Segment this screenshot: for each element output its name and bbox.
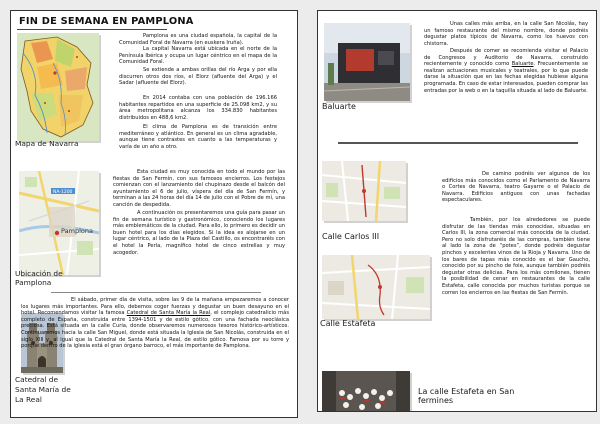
navarra-map-image — [17, 33, 99, 141]
location-map-caption: Ubicación de Pamplona — [15, 269, 63, 287]
calle-carlos-caption: Calle Carlos III — [322, 232, 380, 241]
intro-paragraph-4: En 2014 contaba con una población de 196.166 habitantes repartidos en una superficie de 25.098 km2, y su área metropolitana alcanza los 334.830 habitantes distribuidos en 488,6 km2. — [119, 95, 277, 121]
calle-estafeta-caption: Calle Estafeta — [320, 319, 376, 328]
estafeta-fermines-image — [322, 371, 410, 412]
right-separator — [338, 142, 578, 144]
intro-paragraph-5: El clima de Pamplona es de transición entre mediterráneo y atlántico. En general es un clima agradable, aunque tiene contrastes en cuanto a las temperaturas y varía de un año a otro. — [119, 124, 277, 150]
saturday-paragraph — [21, 297, 289, 350]
baluarte-text-after: . Frecuentemente se realizan actuaciones musicales y teatrales, por lo que puede darse la situación que en las fechas elegidas hubiese alguna programada. En caso de estar interesados, pueden comprar las entradas por la web o en la taquilla situada al lado de Baluarte. — [424, 61, 589, 94]
document-page-left — [10, 10, 298, 418]
pamplona-location-map — [19, 171, 99, 275]
title-underline — [17, 29, 167, 30]
baluarte-paragraph-2 — [424, 48, 588, 94]
estafeta-fermines-caption: La calle Estafeta en San fermines — [418, 387, 515, 405]
baluarte-text-before: Después de comer se recomienda visitar el Palacio de Congresos y Auditorio de Navarra, construido recientemente y conocido como — [424, 48, 588, 68]
baluarte-paragraph-1: Unas calles más arriba, en la calle San Nicolás, hay un famoso restaurante del mismo nombre, donde podréis degustar platos típicos de Navarra, como los huevos con chistorra. — [424, 21, 588, 47]
saturday-text-before: El sábado, primer día de visita, sobre las 9 de la mañana empezaremos a conocer los lugares más importantes. Para ello, debemos coger fuerzas y degustar un buen desayuno en el hotel. Recomendamos visitar la famosa — [21, 297, 289, 317]
intro-paragraph-2: La capital Navarra está ubicada en el norte de la Península Ibérica y ocupa un lugar céntrico en el mapa de la Comunidad Foral. — [119, 46, 277, 66]
section-separator — [51, 292, 261, 293]
navarra-map-caption: Mapa de Navarra — [15, 139, 79, 148]
road-label: NA-1200 — [53, 190, 73, 195]
document-page-right — [317, 10, 597, 412]
intro-paragraph-1: Pamplona es una ciudad española, la capital de la Comunidad Foral de Navarra (en euskera Iruña). — [119, 33, 277, 46]
baluarte-image — [324, 23, 410, 101]
intro-paragraph-3: Se extiende a ambas orillas del río Arga y por ella discurren otros dos ríos, el Elorz (afluente del Arga) y el Sadar (afluente del Elorz). — [119, 67, 277, 87]
calle-carlos-map — [322, 161, 406, 221]
map-city-label: Pamplona — [61, 227, 93, 235]
saturday-text-after: , el complejo catedralicio más completo de España, construida entre 1394-1501 y de estilo gótico, con una fachada neoclásica preciosa. Está situada en la calle Curia, donde observaremos numerosos tesoros histórico-artísticos. Continuaremos hacia la calle San Miguel, donde está situada la Iglesia de San Nicolás, construida en el siglo XIII y, al igual que la Catedral de Santa María la Real, de estilo gótico. Famosa por su torre y porque dentro de la iglesia está el gran órgano barroco, el más importante de Pamplona. — [21, 310, 290, 350]
carlos-paragraph-2: También, por los alrededores se puede disfrutar de las tiendas más conocidas, situadas en Carlos III, la zona comercial más conocida de la ciudad. Pero no solo disfrutaréis de las compras, también tiene al lado la zona de “potes”, donde podréis degustar pinchos y excelentes vinos de la Rioja y Navarra. Uno de los bares de tapas más conocido es el bar Gaucho, conocido por su pincho de foie, aunque también podréis degustar otras delicias. Para los más comilones, tienen la posibilidad de cenar en restaurantes de la calle Estafeta, calle conocida por muchos turistas porque se corren los encierros en las fiestas de San Fermín. — [442, 217, 590, 296]
carlos-paragraph-1: De camino podréis ver algunos de los edificios más conocidos como el Parlamento de Navarra o Cortes de Navarra, teatro Gayarre o el Palacio de Navarra. Edificios antiguos con unas fachadas espectaculares. — [442, 171, 590, 204]
baluarte-caption: Baluarte — [322, 102, 356, 111]
page-title: FIN DE SEMANA EN PAMPLONA — [19, 16, 194, 27]
baluarte-link-text: Baluarte — [511, 61, 534, 68]
fiestas-paragraph-1: Esta ciudad es muy conocida en todo el mundo por las fiestas de San Fermín, con sus famosos encierros. Los festejos comienzan con el lanzamiento del chupinazo desde el balcón del ayuntamiento el 6 de julio, víspera del día de San Fermín, y terminan a las 24 horas del día 14 de julio con el Pobre de mí, una canción de despedida. — [113, 169, 285, 208]
cathedral-link-text: Catedral de Santa María la Real — [126, 310, 211, 317]
cathedral-caption: Catedral de Santa María de La Real — [15, 375, 71, 404]
calle-estafeta-map — [322, 255, 430, 319]
fiestas-paragraph-2: A continuación os presentaremos una guía para pasar un fin de semana turístico y gastronómico, conociendo los lugares más emblemáticos de la ciudad. Para ello, lo primero es decidir un buen hotel para los días elegidos. Si la idea es alojarse en un lugar céntrico, al lado de la Plaza del Castillo, os encontraréis con el hotel la Perla, magnífico hotel de cinco estrellas y muy acogedor. — [113, 210, 285, 256]
